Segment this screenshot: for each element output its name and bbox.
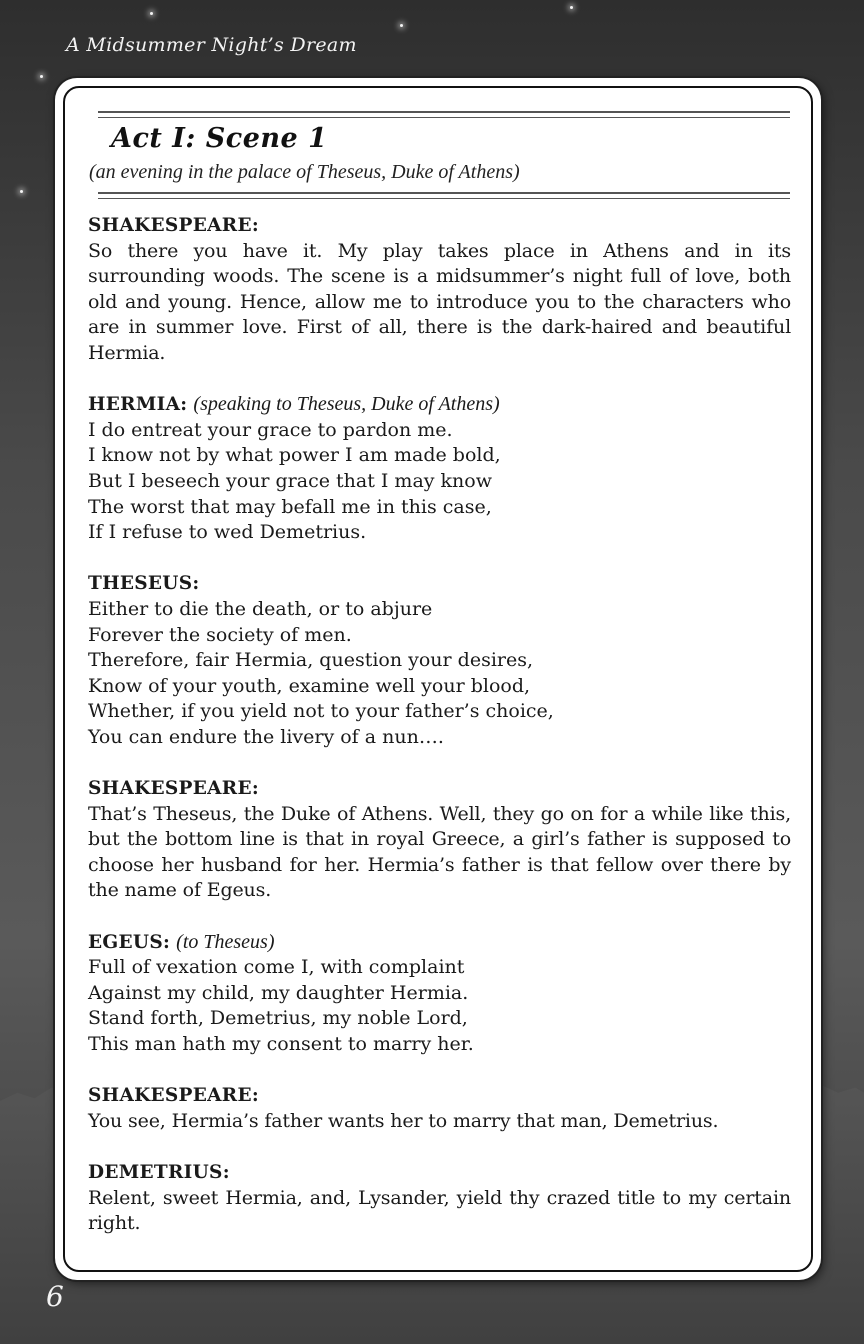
speech-block — [88, 213, 791, 367]
verse-line: I do entreat your grace to pardon me. — [88, 418, 453, 441]
verse-line: I know not by what power I am made bold, — [88, 444, 501, 467]
script-body — [88, 213, 791, 1262]
speaker-name: THESEUS: — [88, 573, 200, 595]
verse-line: Against my child, my daughter Hermia. — [88, 981, 469, 1004]
speech-block — [88, 776, 791, 904]
speech-block — [88, 930, 791, 1058]
speaker-name: HERMIA: — [88, 394, 188, 416]
verse-line: If I refuse to wed Demetrius. — [88, 521, 367, 544]
running-header-book-title: A Midsummer Night’s Dream — [66, 34, 357, 56]
verse-line: Whether, if you yield not to your father’s choice, — [88, 700, 554, 723]
verse-line: But I beseech your grace that I may know — [88, 469, 493, 492]
verse-line: Know of your youth, examine well your blood, — [88, 674, 531, 697]
speech-block — [88, 1160, 791, 1237]
page-number: 6 — [46, 1280, 64, 1313]
speech-paragraph: So there you have it. My play takes place in Athens and in its surrounding woods. The scene is a midsummer’s night full of love, both old and young. Hence, allow me to introduce you to the characters who are in summer love. First of all, there is the dark-haired and beautiful Hermia. — [88, 239, 791, 364]
speech-block — [88, 571, 791, 750]
verse-line: Therefore, fair Hermia, question your desires, — [88, 649, 534, 672]
verse-line: The worst that may befall me in this case, — [88, 495, 492, 518]
verse-line: Forever the society of men. — [88, 623, 352, 646]
page-frame — [55, 78, 821, 1280]
speaker-name: SHAKESPEARE: — [88, 1085, 260, 1107]
title-rule-bottom — [98, 192, 790, 199]
speaker-name: SHAKESPEARE: — [88, 215, 260, 236]
speech-paragraph: You see, Hermia’s father wants her to marry that man, Demetrius. — [88, 1109, 719, 1132]
speaker-name: DEMETRIUS: — [88, 1161, 230, 1183]
verse-line: This man hath my consent to marry her. — [88, 1033, 474, 1055]
stage-direction: (to Theseus) — [176, 930, 275, 953]
speech-block — [88, 1083, 791, 1134]
verse-line: You can endure the livery of a nun…. — [88, 725, 444, 748]
speaker-name: EGEUS: — [88, 931, 171, 953]
verse-line: Stand forth, Demetrius, my noble Lord, — [88, 1007, 468, 1030]
title-rule-top — [98, 111, 790, 118]
speech-paragraph: Relent, sweet Hermia, and, Lysander, yield thy crazed title to my certain right. — [88, 1186, 791, 1235]
stage-direction: (speaking to Theseus, Duke of Athens) — [193, 393, 500, 416]
page-frame-inner — [63, 86, 813, 1272]
verse-line: Full of vexation come I, with complaint — [88, 956, 465, 979]
speech-paragraph: That’s Theseus, the Duke of Athens. Well, they go on for a while like this, but the bottom line is that in royal Greece, a girl’s father is supposed to choose her husband for her. Hermia’s father is that fellow over there by the name of Egeus. — [88, 802, 791, 902]
speaker-name: SHAKESPEARE: — [88, 778, 260, 800]
verse-line: Either to die the death, or to abjure — [88, 597, 433, 620]
scene-subtitle: (an evening in the palace of Theseus, Duke of Athens) — [89, 161, 520, 183]
scene-title: Act I: Scene 1 — [111, 123, 328, 154]
speech-block — [88, 392, 791, 546]
